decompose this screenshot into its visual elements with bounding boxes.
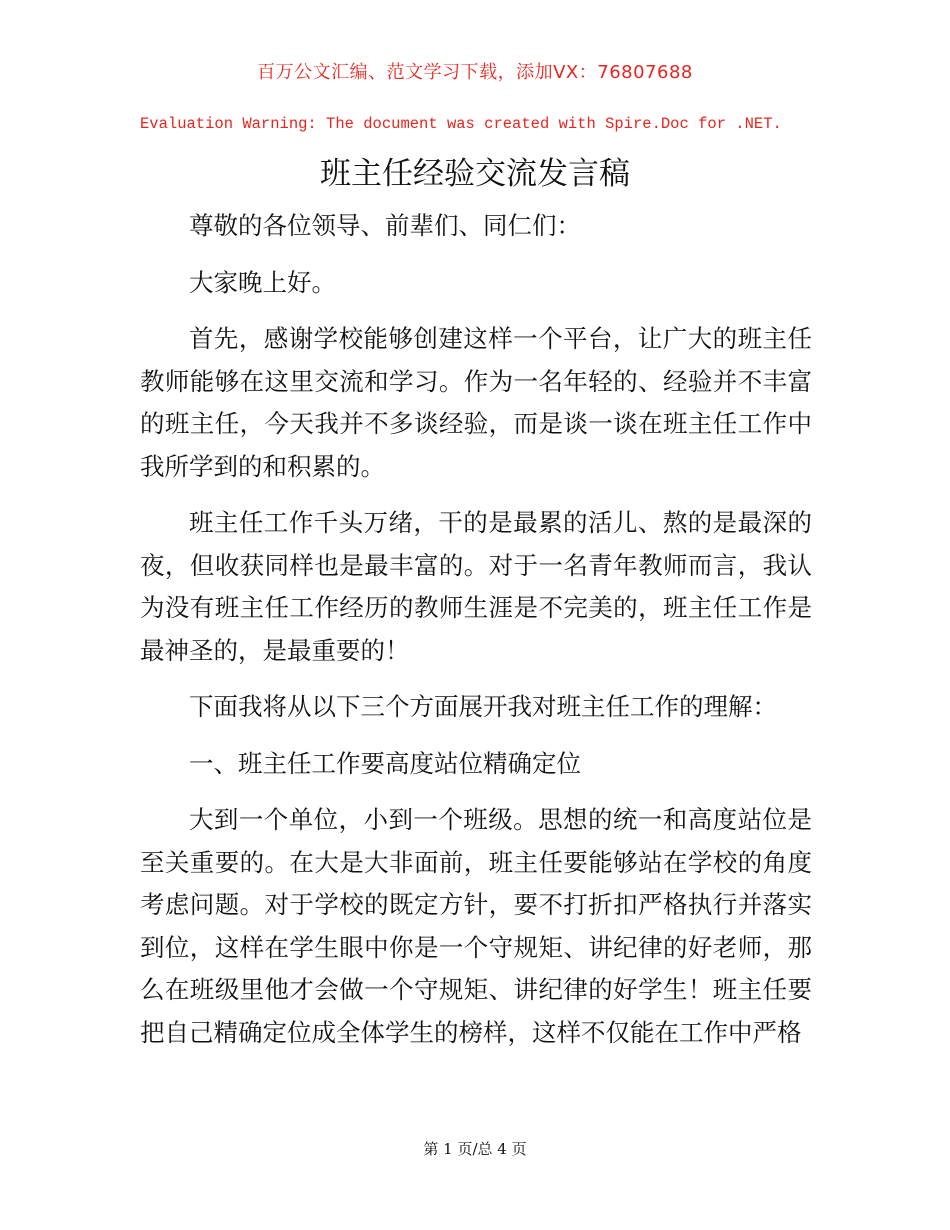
evaluation-warning: Evaluation Warning: The document was created with Spire.Doc for .NET. (140, 115, 782, 133)
paragraph: 班主任工作千头万绪，干的是最累的活儿、熬的是最深的夜，但收获同样也是最丰富的。对于一名青年教师而言，我认为没有班主任工作经历的教师生涯是不完美的，班主任工作是最神圣的，是最重要的！ (140, 508, 812, 665)
header-ad-banner: 百万公文汇编、范文学习下载，添加VX：76807688 (257, 62, 693, 83)
document-title: 班主任经验交流发言稿 (320, 156, 630, 192)
document-body (140, 205, 812, 1068)
paragraph: 首先，感谢学校能够创建这样一个平台，让广大的班主任教师能够在这里交流和学习。作为一名年轻的、经验并不丰富的班主任，今天我并不多谈经验，而是谈一谈在班主任工作中我所学到的和积累的。 (140, 324, 812, 481)
paragraph-greeting: 大家晚上好。 (189, 267, 336, 297)
paragraph: 下面我将从以下三个方面展开我对班主任工作的理解： (189, 692, 777, 721)
page-number-footer: 第 1 页/总 4 页 (423, 1140, 527, 1158)
paragraph: 大到一个单位，小到一个班级。思想的统一和高度站位是至关重要的。在大是大非面前，班主任要能够站在学校的角度考虑问题。对于学校的既定方针，要不打折扣严格执行并落实到位，这样在学生眼中你是一个守规矩、讲纪律的好老师，那么在班级里他才会做一个守规矩、讲纪律的好学生！班主任要把自己精确定位成全体学生的榜样，这样不仅能在工作中严格 (140, 805, 812, 1047)
paragraph-salutation: 尊敬的各位领导、前辈们、同仁们： (189, 211, 581, 240)
section-heading: 一、班主任工作要高度站位精确定位 (189, 748, 581, 778)
